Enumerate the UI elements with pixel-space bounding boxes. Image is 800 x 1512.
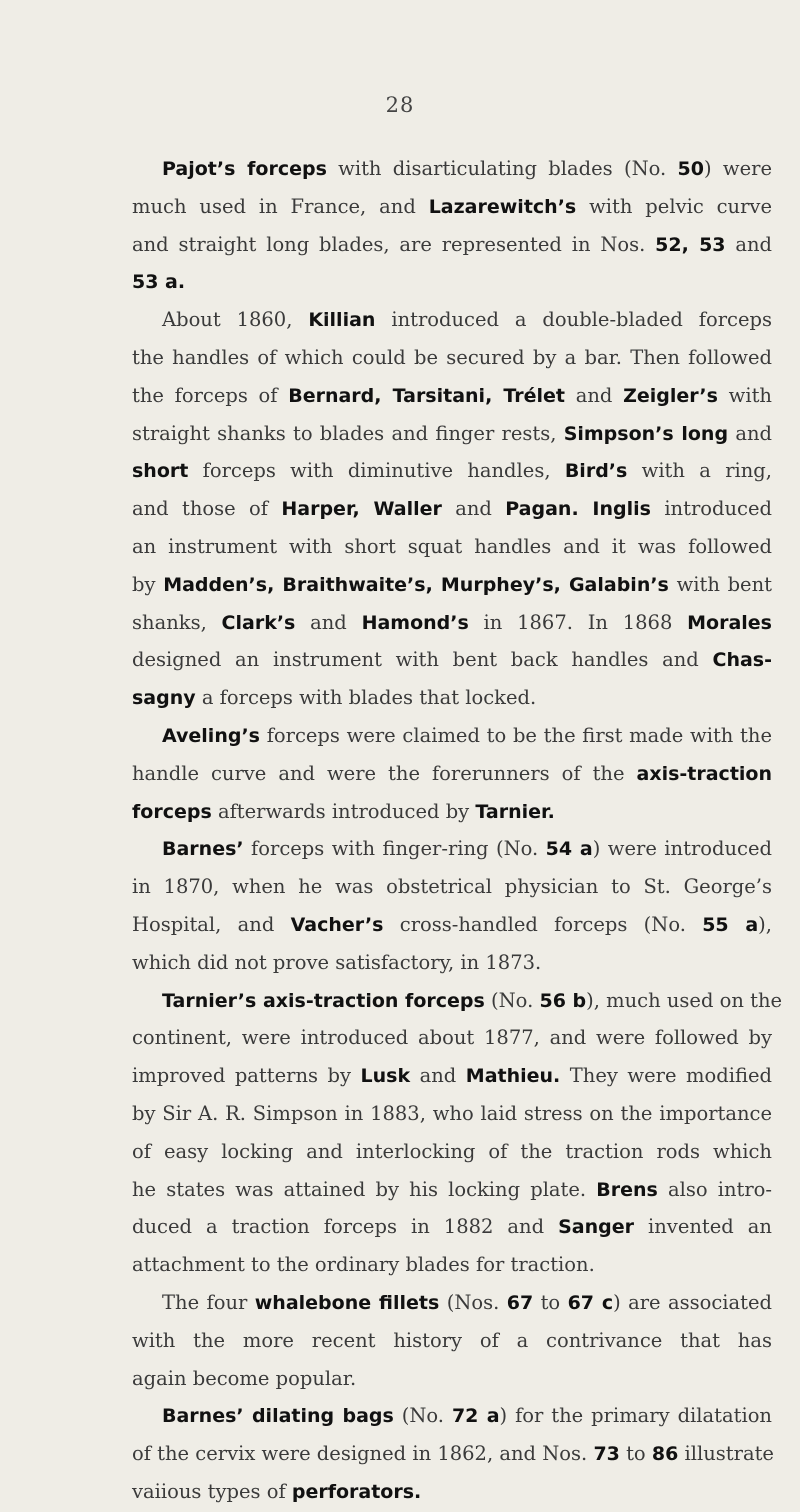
text-line (132, 944, 772, 982)
text-run: and (295, 610, 362, 634)
text-run: the forceps of (132, 383, 289, 407)
text-line (132, 830, 772, 868)
text-line (132, 1435, 772, 1473)
text-line (132, 490, 772, 528)
text-run: introduced a double-bladed forceps (375, 308, 773, 332)
text-run: also intro- (657, 1177, 772, 1201)
text-run: which did not prove satisfactory, in 1873. (132, 950, 542, 974)
text-line (132, 188, 772, 226)
text-run: and (441, 497, 506, 521)
text-run: continent, were introduced about 1877, and were followed by (132, 1026, 772, 1050)
text-line (132, 452, 772, 490)
text-run: About 1860, (162, 308, 309, 332)
bold-term: Sanger (558, 1216, 634, 1239)
bold-term: 73 (593, 1443, 620, 1466)
bold-term: perforators. (291, 1480, 422, 1503)
text-run: straight shanks to blades and finger rests, (132, 421, 564, 445)
bold-term: 86 (651, 1443, 679, 1466)
text-run: attachment to the ordinary blades for traction. (132, 1253, 595, 1277)
text-run: with a ring, (627, 459, 772, 483)
text-line (132, 1019, 772, 1057)
bold-term: Simpson’s long (563, 422, 729, 445)
bold-term: Brens (596, 1178, 658, 1201)
bold-term: whalebone fillets (254, 1291, 440, 1314)
text-run: of the cervix were designed in 1862, and Nos. (132, 1442, 594, 1466)
bold-term: Pagan. Inglis (505, 498, 651, 521)
text-line (132, 868, 772, 906)
text-run: a forceps with blades that locked. (195, 686, 537, 710)
text-line (132, 1284, 772, 1322)
text-run: cross-handled forceps (No. (383, 912, 703, 936)
text-run: with disarticulating blades (No. (326, 157, 678, 180)
text-line (132, 641, 772, 679)
text-line (132, 1397, 772, 1435)
text-line (132, 1208, 772, 1246)
text-line (132, 263, 772, 301)
text-run: again become popular. (132, 1366, 357, 1390)
bold-term: 55 a (702, 913, 759, 936)
text-line (132, 301, 772, 339)
text-run: with pelvic curve (576, 194, 772, 218)
text-run: in 1870, when he was obstetrical physician to St. George’s (132, 875, 772, 899)
text-run: vaiious types of (132, 1479, 292, 1503)
text-line (132, 415, 772, 453)
text-line (132, 1133, 772, 1171)
text-line (132, 150, 772, 188)
bold-term: Mathieu. (465, 1065, 561, 1088)
text-line (132, 1095, 772, 1133)
text-run: with the more recent history of a contrivance that has (132, 1328, 772, 1352)
text-run: ) were introduced (592, 837, 772, 861)
bold-term: Hamond’s (361, 611, 469, 634)
text-run: improved patterns by (132, 1064, 361, 1088)
bold-term: Bird’s (564, 460, 628, 483)
bold-term: Madden’s, Braithwaite’s, Murphey’s, Galabin’s (163, 573, 669, 596)
text-run: and (410, 1064, 466, 1088)
text-line (132, 226, 772, 264)
bold-term: 72 a (451, 1405, 500, 1428)
bold-term: Aveling’s (162, 724, 260, 747)
text-run: Hospital, and (132, 912, 291, 936)
text-run: designed an instrument with bent back handles and (132, 648, 713, 672)
text-run: to (619, 1442, 652, 1466)
bold-term: Bernard, Tarsitani, Trélet (288, 384, 566, 407)
text-line (132, 1171, 772, 1209)
text-run: handle curve and were the forerunners of the (132, 761, 637, 785)
text-line (132, 604, 772, 642)
text-run: to (533, 1290, 568, 1314)
text-run: The four (162, 1290, 255, 1314)
text-run: (No. (393, 1404, 452, 1428)
bold-term: Vacher’s (290, 913, 384, 936)
text-run: ) for the primary dilatation (499, 1404, 772, 1428)
text-run: and (728, 421, 772, 445)
bold-term: Killian (308, 309, 376, 332)
bold-term: 52, 53 (655, 233, 726, 256)
bold-term: 50 (677, 158, 704, 180)
text-run: illustrate (678, 1442, 774, 1466)
text-run: forceps with diminutive handles, (188, 459, 565, 483)
text-line (132, 1246, 772, 1284)
bold-term: short (132, 460, 189, 483)
bold-term: Barnes’ dilating bags (162, 1405, 394, 1428)
text-run: afterwards introduced by (211, 799, 476, 823)
bold-term: Tarnier’s axis-traction forceps (162, 989, 485, 1012)
text-line (132, 528, 772, 566)
bold-term: Morales (687, 611, 772, 634)
text-run: with (717, 383, 772, 407)
text-run: forceps with finger-ring (No. (243, 837, 546, 861)
bold-term: Zeigler’s (623, 384, 718, 407)
text-line (132, 339, 772, 377)
text-line (132, 1360, 772, 1398)
bold-term: Lusk (360, 1065, 411, 1088)
bold-term: 56 b (539, 989, 587, 1012)
text-line (132, 906, 772, 944)
page-number: 28 (385, 93, 415, 117)
text-line (132, 566, 772, 604)
bold-term: Chas- (712, 649, 772, 672)
text-run: the handles of which could be secured by a bar. Then followed (132, 345, 772, 369)
text-run: with bent (668, 572, 772, 596)
bold-term: 67 c (567, 1291, 614, 1314)
text-line (132, 1057, 772, 1095)
text-line (132, 377, 772, 415)
bold-term: 53 a. (132, 271, 186, 294)
bold-term: axis-traction (636, 762, 772, 785)
bold-term: 54 a (545, 838, 593, 861)
text-line (132, 755, 772, 793)
text-run: They were modified (560, 1064, 772, 1088)
text-run: ) were (703, 157, 772, 180)
text-line (132, 679, 772, 717)
text-run: and (565, 383, 624, 407)
text-run: introduced (650, 497, 772, 521)
bold-term: Pajot’s forceps (162, 158, 327, 180)
text-run: and those of (132, 497, 282, 521)
bold-term: forceps (132, 800, 212, 823)
text-run: (Nos. (439, 1290, 507, 1314)
bold-term: Clark’s (221, 611, 296, 634)
text-run: he states was attained by his locking plate. (132, 1177, 597, 1201)
text-run: by Sir A. R. Simpson in 1883, who laid stress on the importance (132, 1101, 772, 1125)
text-line (132, 1322, 772, 1360)
text-line (132, 982, 783, 1020)
text-line (132, 793, 772, 831)
text-run: duced a traction forceps in 1882 and (132, 1215, 559, 1239)
text-run: ), (758, 912, 772, 936)
text-run: invented an (634, 1215, 772, 1239)
text-run: an instrument with short squat handles and it was followed (132, 534, 772, 558)
bold-term: 67 (506, 1291, 534, 1314)
text-run: by (132, 572, 164, 596)
text-run: and straight long blades, are represented in Nos. (132, 232, 656, 256)
text-run: ), much used on the (586, 988, 783, 1012)
text-run: of easy locking and interlocking of the traction rods which (132, 1139, 772, 1163)
bold-term: Tarnier. (475, 800, 555, 823)
text-run: in 1867. In 1868 (468, 610, 688, 634)
text-line (132, 1473, 772, 1511)
text-run: and (725, 232, 773, 256)
text-run: (No. (484, 988, 540, 1012)
bold-term: Barnes’ (162, 838, 244, 861)
text-run: ) are associated (613, 1290, 773, 1314)
text-run: forceps were claimed to be the first made with the (259, 723, 772, 747)
bold-term: Harper, Waller (281, 498, 442, 521)
bold-term: sagny (132, 687, 196, 710)
text-line (132, 717, 772, 755)
text-run: much used in France, and (132, 194, 429, 218)
bold-term: Lazarewitch’s (428, 195, 577, 218)
body-text (132, 150, 783, 1511)
text-run: shanks, (132, 610, 222, 634)
